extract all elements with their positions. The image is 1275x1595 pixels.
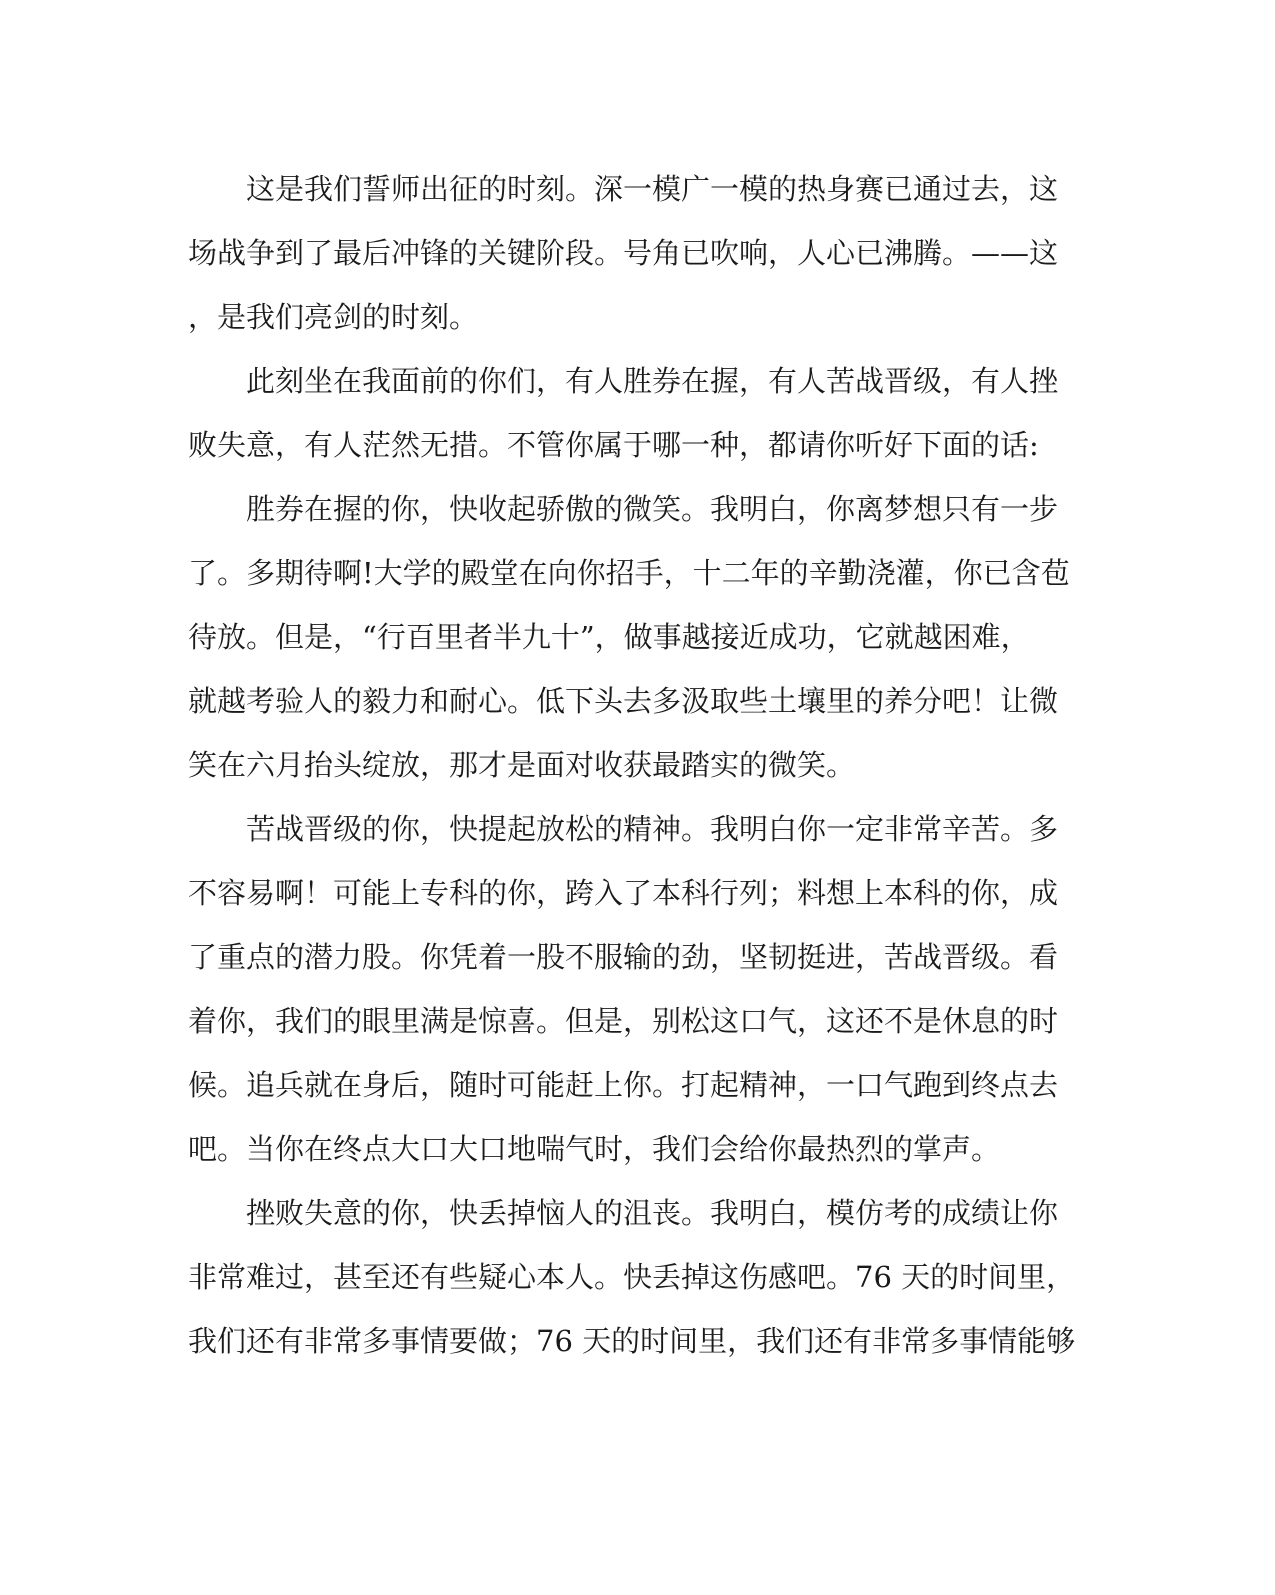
document-body xyxy=(188,157,1088,1373)
text-line: 场战争到了最后冲锋的关键阶段。号角已吹响，人心已沸腾。——这 xyxy=(188,236,1059,270)
text-line: 不容易啊！可能上专科的你，跨入了本科行列；料想上本科的你，成 xyxy=(188,876,1059,910)
text-line: 这是我们誓师出征的时刻。深一模广一模的热身赛已通过去，这 xyxy=(246,172,1059,206)
text-line: 了重点的潜力股。你凭着一股不服输的劲，坚韧挺进，苦战晋级。看 xyxy=(188,940,1059,974)
text-line: ，是我们亮剑的时刻。 xyxy=(188,300,479,334)
text-line: 非常难过，甚至还有些疑心本人。快丢掉这伤感吧。76 天的时间里， xyxy=(188,1260,1076,1294)
text-line: 此刻坐在我面前的你们，有人胜券在握，有人苦战晋级，有人挫 xyxy=(246,364,1059,398)
text-line: 了。多期待啊!大学的殿堂在向你招手，十二年的辛勤浇灌，你已含苞 xyxy=(188,556,1070,590)
text-line: 胜券在握的你，快收起骄傲的微笑。我明白，你离梦想只有一步 xyxy=(246,492,1059,526)
text-line: 就越考验人的毅力和耐心。低下头去多汲取些土壤里的养分吧！让微 xyxy=(188,684,1059,718)
text-line: 挫败失意的你，快丢掉恼人的沮丧。我明白，模仿考的成绩让你 xyxy=(246,1196,1059,1230)
text-line: 苦战晋级的你，快提起放松的精神。我明白你一定非常辛苦。多 xyxy=(246,812,1059,846)
text-line: 我们还有非常多事情要做；76 天的时间里，我们还有非常多事情能够 xyxy=(188,1324,1076,1358)
text-line: 候。追兵就在身后，随时可能赶上你。打起精神，一口气跑到终点去 xyxy=(188,1068,1059,1102)
text-line: 败失意，有人茫然无措。不管你属于哪一种，都请你听好下面的话: xyxy=(188,428,1039,462)
text-line: 笑在六月抬头绽放，那才是面对收获最踏实的微笑。 xyxy=(188,748,856,782)
text-line: 吧。当你在终点大口大口地喘气时，我们会给你最热烈的掌声。 xyxy=(188,1132,1001,1166)
text-line: 待放。但是，“行百里者半九十”，做事越接近成功，它就越困难， xyxy=(188,620,1030,654)
text-line: 着你，我们的眼里满是惊喜。但是，别松这口气，这还不是休息的时 xyxy=(188,1004,1059,1038)
